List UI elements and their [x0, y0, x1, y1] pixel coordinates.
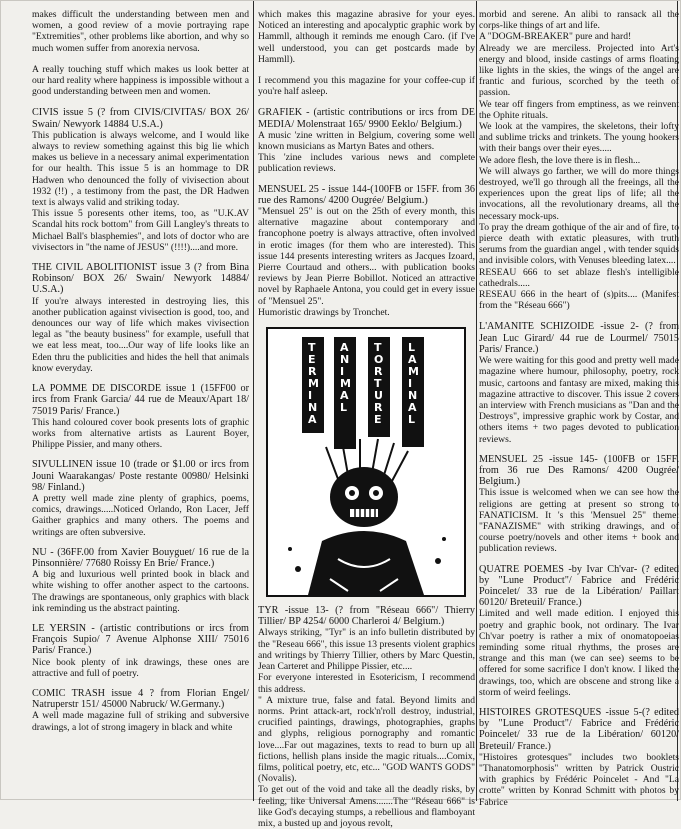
svg-text:R: R	[308, 365, 317, 379]
cover-illustration	[266, 327, 466, 597]
review-heading: QUATRE POEMES -by Ivar Ch'var- (? edited by "Lune Product"/ Fabrice and Frédéric Poincelet/ 33 rue de la Libération/ Paillart 60120/ Breteuil/ France.)	[479, 563, 679, 609]
review-body: " A mixture true, false and fatal. Beyond limits and norms. Print attack-art, rock'n'roll destroy, industrial, crucified paintings, drawings, photographies, graphs and glyphs, religious pornography and romantic love....Far out magazines, texts to read to burn up all fictions, hellish plans inside the magic rituals....Comix, films, political poetry, etc, etc... "GOD WANTS GODS" (Novalis).	[258, 694, 475, 785]
review-body: If you're always interested in destroying lies, this another publication against vivisection is good, too, and denounces our way of life which makes vivisection legal as "the beauty business" for example, usefull that we eat less meat, too....Our way of life looks like an Eden thru the publicities and hides the hell that animals know everyday.	[32, 295, 249, 374]
review-body: This 'zine includes various news and complete publication reviews.	[258, 152, 475, 175]
review-heading: GRAFIEK - (artistic contributions or ircs from DE MEDIA/ Molenstraat 165/ 9900 Eeklo/ Belgium.)	[258, 107, 475, 130]
svg-text:T: T	[374, 377, 382, 391]
review-grafiek	[258, 107, 475, 174]
svg-text:A: A	[408, 401, 417, 415]
svg-text:L: L	[408, 341, 416, 355]
paragraph: which makes this magazine abrasive for your eyes. Noticed an interesting and apocalyptic graphic work by Hammll, although it reminds me enough Caro. (if I've well understood, you can get postcards made by Hammll).	[258, 9, 475, 65]
svg-text:M: M	[340, 377, 351, 391]
review-civil-abolitionist	[32, 262, 249, 374]
svg-text:T: T	[374, 341, 382, 355]
svg-text:T: T	[308, 341, 316, 355]
svg-text:A: A	[340, 389, 349, 403]
svg-text:E: E	[374, 413, 382, 427]
review-comic-trash	[32, 688, 249, 733]
review-body: A big and luxurious well printed book in black and white wishing to offer another aspect to the cartoons. The drawings are spontaneous, only graphics with black ink reminding us the abstract painting.	[32, 569, 249, 614]
review-sivullinen	[32, 459, 249, 537]
paragraph: I recommend you this magazine for your coffee-cup if you're half asleep.	[258, 75, 475, 98]
review-heading: MENSUEL 25 -issue 145- (100FB or 15FF. from 36 rue Des Ramons/ 4200 Ougrée/ Belgium.)	[479, 453, 679, 488]
svg-text:L: L	[340, 401, 348, 415]
column-divider	[476, 1, 477, 801]
review-body: We were waiting for this good and pretty well made magazine where humour, philosophy, poetry, rock music, cartoons and fantasy are mixed, making this magazine attractive to discover. This issue 2 covers an interview with French musicians as "Dan and the Destroys", impressive graphic work by Costar, and others items + two pages devoted to publication reviews.	[479, 355, 680, 445]
review-body: This hand coloured cover book presents lots of graphic works from alternative artists as Laurent Boyer, Philippe Pissier, and many others.	[32, 416, 249, 451]
svg-text:M: M	[308, 377, 319, 391]
review-heading: LA POMME DE DISCORDE issue 1 (15FF00 or ircs from Frank Garcia/ 44 rue de Meaux/Apart 18/ 75019 Paris/ France.)	[32, 383, 249, 417]
svg-text:N: N	[308, 401, 318, 415]
review-heading: CIVIS issue 5 (? from CIVIS/CIVITAS/ BOX 26/ Swain/ Newyork 14884 U.S.A.)	[32, 107, 249, 130]
svg-text:I: I	[408, 377, 413, 391]
review-body: Nice book plenty of ink drawings, these ones are attractive and full of poetry.	[32, 656, 249, 679]
svg-text:A: A	[408, 353, 417, 367]
review-heading: MENSUEL 25 - issue 144-(100FB or 15FF. from 36 rue des Ramons/ 4200 Ougrée/ Belgium.)	[258, 183, 475, 206]
review-le-yersin	[32, 623, 249, 679]
review-nu	[32, 547, 249, 614]
review-mensuel-25-145	[479, 454, 679, 555]
review-heading: L'AMANITE SCHIZOIDE -issue 2- (? from Jean Luc Girard/ 44 rue de Lourmel/ 75015 Paris/ France.)	[479, 321, 679, 355]
review-body: A well made magazine full of striking and subversive drawings, a lot of strong imagery in black and white	[32, 710, 249, 733]
review-histoires-grotesques	[479, 707, 679, 808]
review-body: A pretty well made zine plenty of graphics, poems, comics, drawings.....Noticed Orlando, Ron Lacer, Jeff Gaither graphics and many others. The poems and writings are often subversive.	[32, 492, 249, 538]
review-heading: NU - (36FF.00 from Xavier Bouyguet/ 16 rue de la Pinsonnière/ 77680 Roissy En Brie/ France.)	[32, 546, 249, 569]
svg-text:A: A	[340, 341, 349, 355]
review-heading: THE CIVIL ABOLITIONIST issue 3 (? from Bina Robinson/ BOX 26/ Swain/ Newyork 14884/ U.S.A.)	[32, 262, 249, 296]
paragraph: We look at the vampires, the skeletons, their lofty and sublime tricks and trinkets. The young hookers with their bangs over their eyes.....	[479, 121, 679, 155]
paragraph: To pray the dream gothique of the air and of fire, to pierce death with extatic pleasures, with truth serums from the guardian angel , with tender squids and invisible colors, with Venuses bleeding latex....	[479, 221, 679, 267]
paragraph: A really touching stuff which makes us look better at our hard reality where happiness is impossible without a good understanding between men and women.	[32, 63, 249, 98]
paragraph: We adore flesh, the love there is in flesh...	[479, 154, 641, 166]
svg-text:R: R	[374, 365, 383, 379]
paragraph: RESEAU 666 in the heart of (s)pits.... (Manifest from the "Réseau 666")	[479, 289, 679, 312]
review-heading: SIVULLINEN issue 10 (trade or $1.00 or ircs from Jouni Waarakangas/ Poste restante 00980/ Helsinki 98/ Finland.)	[32, 459, 249, 493]
review-civis	[32, 107, 249, 253]
column-middle	[258, 9, 476, 829]
review-heading: COMIC TRASH issue 4 ? from Florian Engel/ Natruperstr 151/ 45000 Nabruck/ W.Germany.)	[32, 687, 249, 711]
svg-text:E: E	[308, 353, 316, 367]
svg-text:N: N	[408, 389, 418, 403]
paragraph: makes difficult the understanding between men and women, a good review of a movie portraying rape "Extremities", other problems like abortion, and why so much women suffer from anorexia nervosa.	[32, 9, 249, 54]
review-body: For everyone interested in Esotericism, I recommend this address.	[258, 672, 475, 695]
review-body: This issue 5 poresents other items, too, as "U.K.AV Scandal hits rock bottom" from Gill Langley's threats to Michael Ball's blasphemies", and lots of doctor who are vivisectors in "the name of JESUS" (!!!!)....and more.	[32, 208, 249, 253]
review-body: Always striking, "Tyr" is an info bulletin distributed by the "Reseau 666", this issue 13 presents violent graphics and writings by Thierry Tillier, others by Marc Questin, Jean Carteret and Philippe Pissier, etc....	[258, 627, 475, 673]
review-body: Humoristic drawings by Tronchet.	[258, 306, 390, 318]
column-divider	[253, 1, 254, 801]
paragraph: A "DOGM-BREAKER" pure and hard!	[479, 31, 632, 43]
svg-text:M: M	[408, 365, 419, 379]
paragraph: Already we are merciless. Projected into Art's energy and blood, inside castings of arms floating like lights in the skies, the wings of the angel are frantic and furious, scorched by the teeth of passion.	[479, 42, 679, 99]
review-heading: LE YERSIN - (artistic contributions or ircs from François Supio/ 7 Avenue Alphonse XIII/ 75016 Paris/ France.)	[32, 622, 249, 657]
svg-text:O: O	[374, 353, 384, 367]
review-body: "Histoires grotesques" includes two booklets "Thanatomorphosis" written by Patrick Oustric with graphics by Frédéric Poincelet - And "La crotte" written by Konrad Schmitt with photos by Fabrice	[479, 751, 679, 808]
review-heading: HISTOIRES GROTESQUES -issue 5-(? edited by "Lune Product"/ Fabrice and Frédéric Poincelet/ 33 rue de la Libération/ 60120/ Breteuil/ France.)	[479, 706, 679, 752]
paragraph: We will always go farther, we will do more things destroyed, we'll go through all the freeings, all the experiences upon the great lips of life; all the invocations, all the revolutionary dreams, all the necessary mock-ups.	[479, 165, 679, 222]
column-right	[479, 9, 680, 808]
paragraph: morbid and serene. An alibi to ransack all the corps-like things of art and life.	[479, 9, 679, 32]
svg-text:I: I	[308, 389, 313, 403]
column-left	[32, 9, 249, 799]
review-mensuel-25-144	[258, 184, 475, 318]
svg-text:A: A	[308, 413, 317, 427]
svg-text:L: L	[408, 413, 416, 427]
review-body: This issue is welcomed when we can see how the religions are getting at present so strong to FANATICISM. It 's this 'Mensuel 25" theme: "FANAZISME" with striking drawings, and of course poetry/novels and other items + book and publication reviews.	[479, 487, 679, 555]
skull-figure-illustration	[268, 329, 464, 595]
review-body: To get out of the void and take all the deadly risks, by feeling, like Universal Amens.......The "Réseau 666" is like God's decaying stumps, a rebellious and flamboyant mix, a busted up and joyous revolt,	[258, 784, 476, 829]
paragraph: RESEAU 666 to set ablaze flesh's intelligible cathedrals.....	[479, 266, 679, 289]
review-quatre-poemes	[479, 564, 679, 698]
review-tyr	[258, 605, 475, 829]
svg-text:I: I	[340, 365, 345, 379]
svg-text:R: R	[374, 401, 383, 415]
svg-text:U: U	[374, 389, 383, 403]
review-body: This publication is always welcome, and I would like always to review something against this big lie which makes us believe in a necessary animal experimentation for our health. This issue 5 is an hommage to DR Hadwen who denounced the folly of vivisection about 1932 (!!) , a testimony from the past, the DR Hadwen text is always valid and striking today.	[32, 129, 249, 209]
review-heading: TYR -issue 13- (? from "Réseau 666"/ Thierry Tillier/ BP 4254/ 6000 Charleroi 4/ Belgium.)	[258, 605, 475, 628]
svg-text:N: N	[340, 353, 350, 367]
review-amanite-schizoide	[479, 321, 679, 444]
review-pomme-de-discorde	[32, 383, 249, 450]
review-body: Limited and well made edition. I enjoyed this poetry and graphic book, not ordinary. The Ivar Ch'var poetry is rather a mix of onomatopoeias reminding some ritual rhythms, the proses are strange and this man (we can see) seems to be offered for some sacrifice I don't know. I liked the drawings, too, which are obscene and strong like a storm of weird feelings.	[479, 608, 679, 698]
review-body: "Mensuel 25" is out on the 25th of every month, this alternative magazine about contemporary and francophone poetry is always attractive, often involved in erotic images (for them who are interested). This issue 144 presents interesting writers as Jacques Izoard, Pierre Courtaud and others... with publication books reviews by Jean Pierre Bobillot. Noticed an attractive novel by Raphaele Antona, you could get in every issue of "Mensuel 25".	[258, 206, 475, 307]
review-body: A music 'zine written in Belgium, covering some well known musicians as Martyn Bates and others.	[258, 129, 475, 153]
paragraph: We tear off fingers from emptiness, as we reinvent the Ophite rituals.	[479, 98, 679, 121]
